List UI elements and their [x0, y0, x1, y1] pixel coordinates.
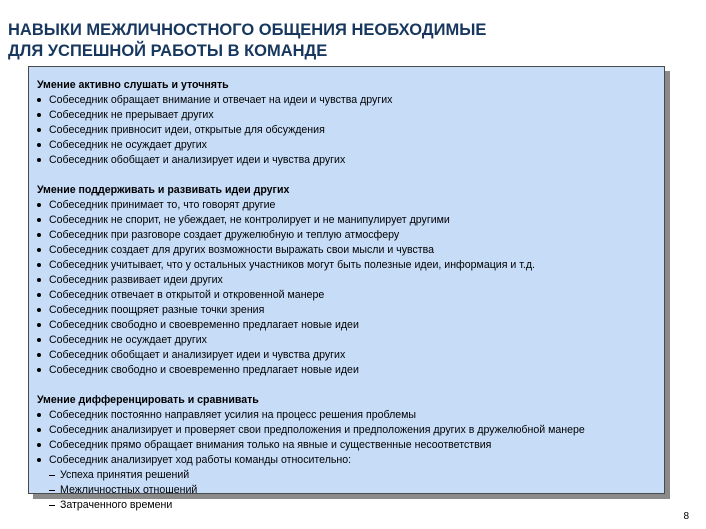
list-item-text: Собеседник привносит идеи, открытые для обсуждения: [49, 124, 325, 136]
bullet-list: [37, 93, 660, 168]
list-item-text: Собеседник постоянно направляет усилия на процесс решения проблемы: [49, 409, 417, 421]
section-heading: Умение поддерживать и развивать идеи других: [37, 184, 290, 196]
list-item: [37, 408, 660, 423]
sub-list-item: [49, 468, 660, 483]
bullet-icon: [37, 158, 41, 162]
list-item-text: Собеседник учитывает, что у остальных участников могут быть полезные идеи, информация и т.д.: [49, 259, 535, 271]
bullet-icon: [37, 203, 41, 207]
slide-title-line-2: ДЛЯ УСПЕШНОЙ РАБОТЫ В КОМАНДЕ: [8, 42, 328, 60]
list-item-text: Собеседник принимает то, что говорят другие: [49, 199, 276, 211]
sub-list-item-text: Успеха принятия решений: [60, 469, 190, 481]
bullet-icon: [37, 428, 41, 432]
list-item-text: Собеседник отвечает в открытой и откровенной манере: [49, 289, 325, 301]
list-item: [37, 363, 660, 378]
list-item: [37, 258, 660, 273]
sub-list: [37, 468, 660, 513]
list-item: [37, 423, 660, 438]
bullet-icon: [37, 263, 41, 267]
bullet-icon: [37, 308, 41, 312]
bullet-icon: [37, 248, 41, 252]
list-item-text: Собеседник не прерывает других: [49, 109, 214, 121]
list-item: [37, 198, 660, 213]
section-active-listening: [37, 78, 660, 168]
bullet-icon: [37, 368, 41, 372]
slide-title: [8, 20, 688, 62]
section-heading: Умение активно слушать и уточнять: [37, 79, 229, 91]
list-item-text: Собеседник не осуждает других: [49, 139, 207, 151]
dash-icon: [49, 505, 55, 506]
bullet-icon: [37, 128, 41, 132]
list-item: [37, 123, 660, 138]
bullet-icon: [37, 293, 41, 297]
bullet-icon: [37, 323, 41, 327]
list-item-text: Собеседник прямо обращает внимания только на явные и существенные несоответствия: [49, 439, 492, 451]
list-item: [37, 153, 660, 168]
list-item-text: Собеседник анализирует и проверяет свои предположения и предположения других в дружелюбной манере: [49, 424, 585, 436]
bullet-icon: [37, 443, 41, 447]
list-item: [37, 318, 660, 333]
list-item-text: Собеседник создает для других возможности выражать свои мысли и чувства: [49, 244, 435, 256]
list-item: [37, 228, 660, 243]
bullet-icon: [37, 218, 41, 222]
list-item: [37, 273, 660, 288]
list-item: [37, 348, 660, 363]
section-support-ideas: [37, 183, 660, 378]
sub-list-item: [49, 483, 660, 498]
list-item: [37, 213, 660, 228]
list-item: [37, 93, 660, 108]
section-heading: Умение дифференцировать и сравнивать: [37, 394, 259, 406]
slide-title-line-1: НАВЫКИ МЕЖЛИЧНОСТНОГО ОБЩЕНИЯ НЕОБХОДИМЫЕ: [8, 21, 487, 39]
bullet-list: [37, 408, 660, 468]
list-item: [37, 288, 660, 303]
list-item-text: Собеседник свободно и своевременно предлагает новые идеи: [49, 319, 359, 331]
bullet-icon: [37, 233, 41, 237]
content-body: [37, 78, 660, 528]
list-item: [37, 243, 660, 258]
bullet-list: [37, 198, 660, 378]
content-box: [28, 66, 665, 511]
page-number: 8: [683, 511, 689, 522]
dash-icon: [49, 490, 55, 491]
sub-list-item-text: Межличностных отношений: [60, 484, 198, 496]
list-item-text: Собеседник анализирует ход работы команды относительно:: [49, 454, 352, 466]
bullet-icon: [37, 278, 41, 282]
sub-list-item-text: Затраченного времени: [60, 499, 173, 511]
list-item: [37, 303, 660, 318]
dash-icon: [49, 475, 55, 476]
list-item-text: Собеседник при разговоре создает дружелюбную и теплую атмосферу: [49, 229, 400, 241]
list-item-text: Собеседник обращает внимание и отвечает на идеи и чувства других: [49, 94, 393, 106]
bullet-icon: [37, 458, 41, 462]
bullet-icon: [37, 353, 41, 357]
list-item: [37, 138, 660, 153]
list-item-text: Собеседник свободно и своевременно предлагает новые идеи: [49, 364, 359, 376]
list-item-text: Собеседник обобщает и анализирует идеи и чувства других: [49, 154, 346, 166]
list-item-text: Собеседник развивает идеи других: [49, 274, 223, 286]
bullet-icon: [37, 113, 41, 117]
bullet-icon: [37, 338, 41, 342]
list-item-text: Собеседник не спорит, не убеждает, не контролирует и не манипулирует другими: [49, 214, 450, 226]
list-item-text: Собеседник не осуждает других: [49, 334, 207, 346]
list-item: [37, 108, 660, 123]
list-item: [37, 453, 660, 468]
list-item-text: Собеседник поощряет разные точки зрения: [49, 304, 265, 316]
list-item-text: Собеседник обобщает и анализирует идеи и чувства других: [49, 349, 346, 361]
list-item: [37, 333, 660, 348]
section-differentiate-compare: [37, 393, 660, 513]
sub-list-item: [49, 498, 660, 513]
bullet-icon: [37, 98, 41, 102]
bullet-icon: [37, 413, 41, 417]
bullet-icon: [37, 143, 41, 147]
list-item: [37, 438, 660, 453]
